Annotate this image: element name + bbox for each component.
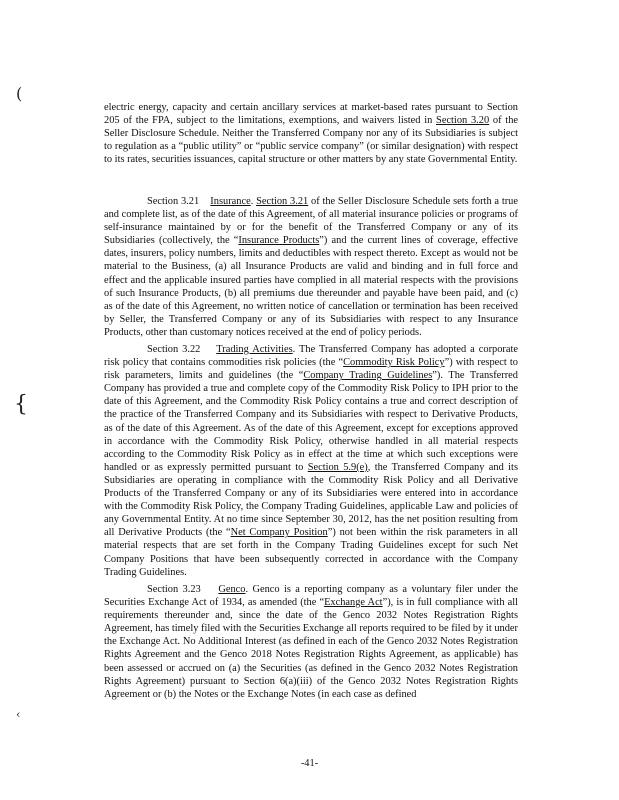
section-heading: Trading Activities xyxy=(216,344,293,355)
section-heading: Insurance xyxy=(210,196,251,207)
paragraph-section-3-22-trading-activities: Section 3.22 Trading Activities. The Transferred Company has adopted a corporate risk policy that contains commodities risk policies (the “Commodity Risk Policy”) with respect to risk parameters, limits and guidelines (the “Company Trading Guidelines”). The Transferred Company has provided a true and complete copy of the Commodity Risk Policy to IPH prior to the date of this Agreement, and the Commodity Risk Policy contains a true and correct description of the practice of the Transferred Company and its Subsidiaries with respect to Derivative Products, as of the date of this Agreement. As of the date of this Agreement, except for exceptions approved in accordance with the Commodity Risk Policy, otherwise handled in all material respects according to the Commodity Risk Policy as in effect at the time at which such exceptions were handled or as expressly permitted pursuant to Section 5.9(e), the Transferred Company and its Subsidiaries are operating in compliance with the Commodity Risk Policy and all Derivative Products of the Transferred Company or any of its Subsidiaries were entered into in accordance with the Commodity Risk Policy, the Company Trading Guidelines, applicable Law and policies of any Governmental Entity. At no time since September 30, 2012, has the net position resulting from all Derivative Products (the “Net Company Position”) not been within the risk parameters in all material respects that are set forth in the Company Trading Guidelines except for such Net Company Positions that have been subsequently corrected in accordance with the Company Trading Guidelines. xyxy=(104,344,519,578)
defined-term: Commodity Risk Policy xyxy=(343,357,445,369)
section-number: Section 3.23 xyxy=(147,584,201,595)
margin-mark-icon: ( xyxy=(16,84,23,103)
defined-term: Insurance Products xyxy=(238,235,320,247)
section-reference: Section 3.20 xyxy=(436,115,490,127)
defined-term: Net Company Position xyxy=(230,527,328,539)
defined-term: Company Trading Guidelines xyxy=(303,370,433,382)
paragraph-section-3-20-continued: electric energy, capacity and certain ancillary services at market-based rates pursuant to Section 205 of the FPA, subject to the limitations, exemptions, and waivers listed in Section 3.20 of the Seller Disclosure Schedule. Neither the Transferred Company nor any of its Subsidiaries is subject to regulation as a “public utility” or “public service company” (or similar designation) with respect to its rates, securities issuances, capital structure or other matters by any state Governmental Entity. xyxy=(104,102,519,166)
section-number: Section 3.22 xyxy=(147,344,201,355)
margin-bracket-icon: { xyxy=(14,392,28,417)
defined-term: Exchange Act xyxy=(324,597,383,609)
paragraph-section-3-21-insurance: Section 3.21 Insurance. Section 3.21 of the Seller Disclosure Schedule sets forth a true and complete list, as of the date of this Agreement, of all material insurance policies or programs of self-insurance maintained by or for the benefit of the Transferred Company or any of its Subsidiaries (collectively, the “Insurance Products”) and the current lines of coverage, effective dates, insurers, policy numbers, limits and deductibles with respect thereto. Except as would not be material to the Business, (a) all Insurance Products are valid and binding and in full force and effect and the applicable insured parties have complied in all material respects with the provisions of such Insurance Products, (b) all premiums due thereunder and payable have been paid, and (c) as of the date of this Agreement, no written notice of cancellation or termination has been received by Seller, the Transferred Company or any of its Subsidiaries with respect to any Insurance Products, other than customary notices received at the end of policy periods. xyxy=(104,196,518,338)
margin-tick-icon: ‹ xyxy=(16,708,21,721)
paragraph-section-3-23-genco: Section 3.23 Genco. Genco is a reporting company as a voluntary filer under the Securities Exchange Act of 1934, as amended (the “Exchange Act”), is in full compliance with all requirements thereunder and, since the date of the Genco 2032 Notes Registration Rights Agreement, has timely filed with the Securities Exchange all reports required to be filed by it under the Exchange Act. No Additional Interest (as defined in each of the Genco 2032 Notes Registration Rights Agreement and the Genco 2018 Notes Registration Rights Agreement, as applicable) has been assessed or accrued on (a) the Securities (as defined in the Genco 2032 Notes Registration Rights Agreement) pursuant to Section 6(a)(iii) of the Genco 2032 Notes Registration Rights Agreement or (b) the Notes or the Exchange Notes (in each case as defined xyxy=(104,584,518,700)
section-number: Section 3.21 xyxy=(147,196,200,207)
page-number: -41- xyxy=(300,758,319,769)
section-reference: Section 3.21 xyxy=(256,196,309,207)
section-heading: Genco xyxy=(218,584,246,595)
section-reference: Section 5.9(e) xyxy=(307,461,368,473)
